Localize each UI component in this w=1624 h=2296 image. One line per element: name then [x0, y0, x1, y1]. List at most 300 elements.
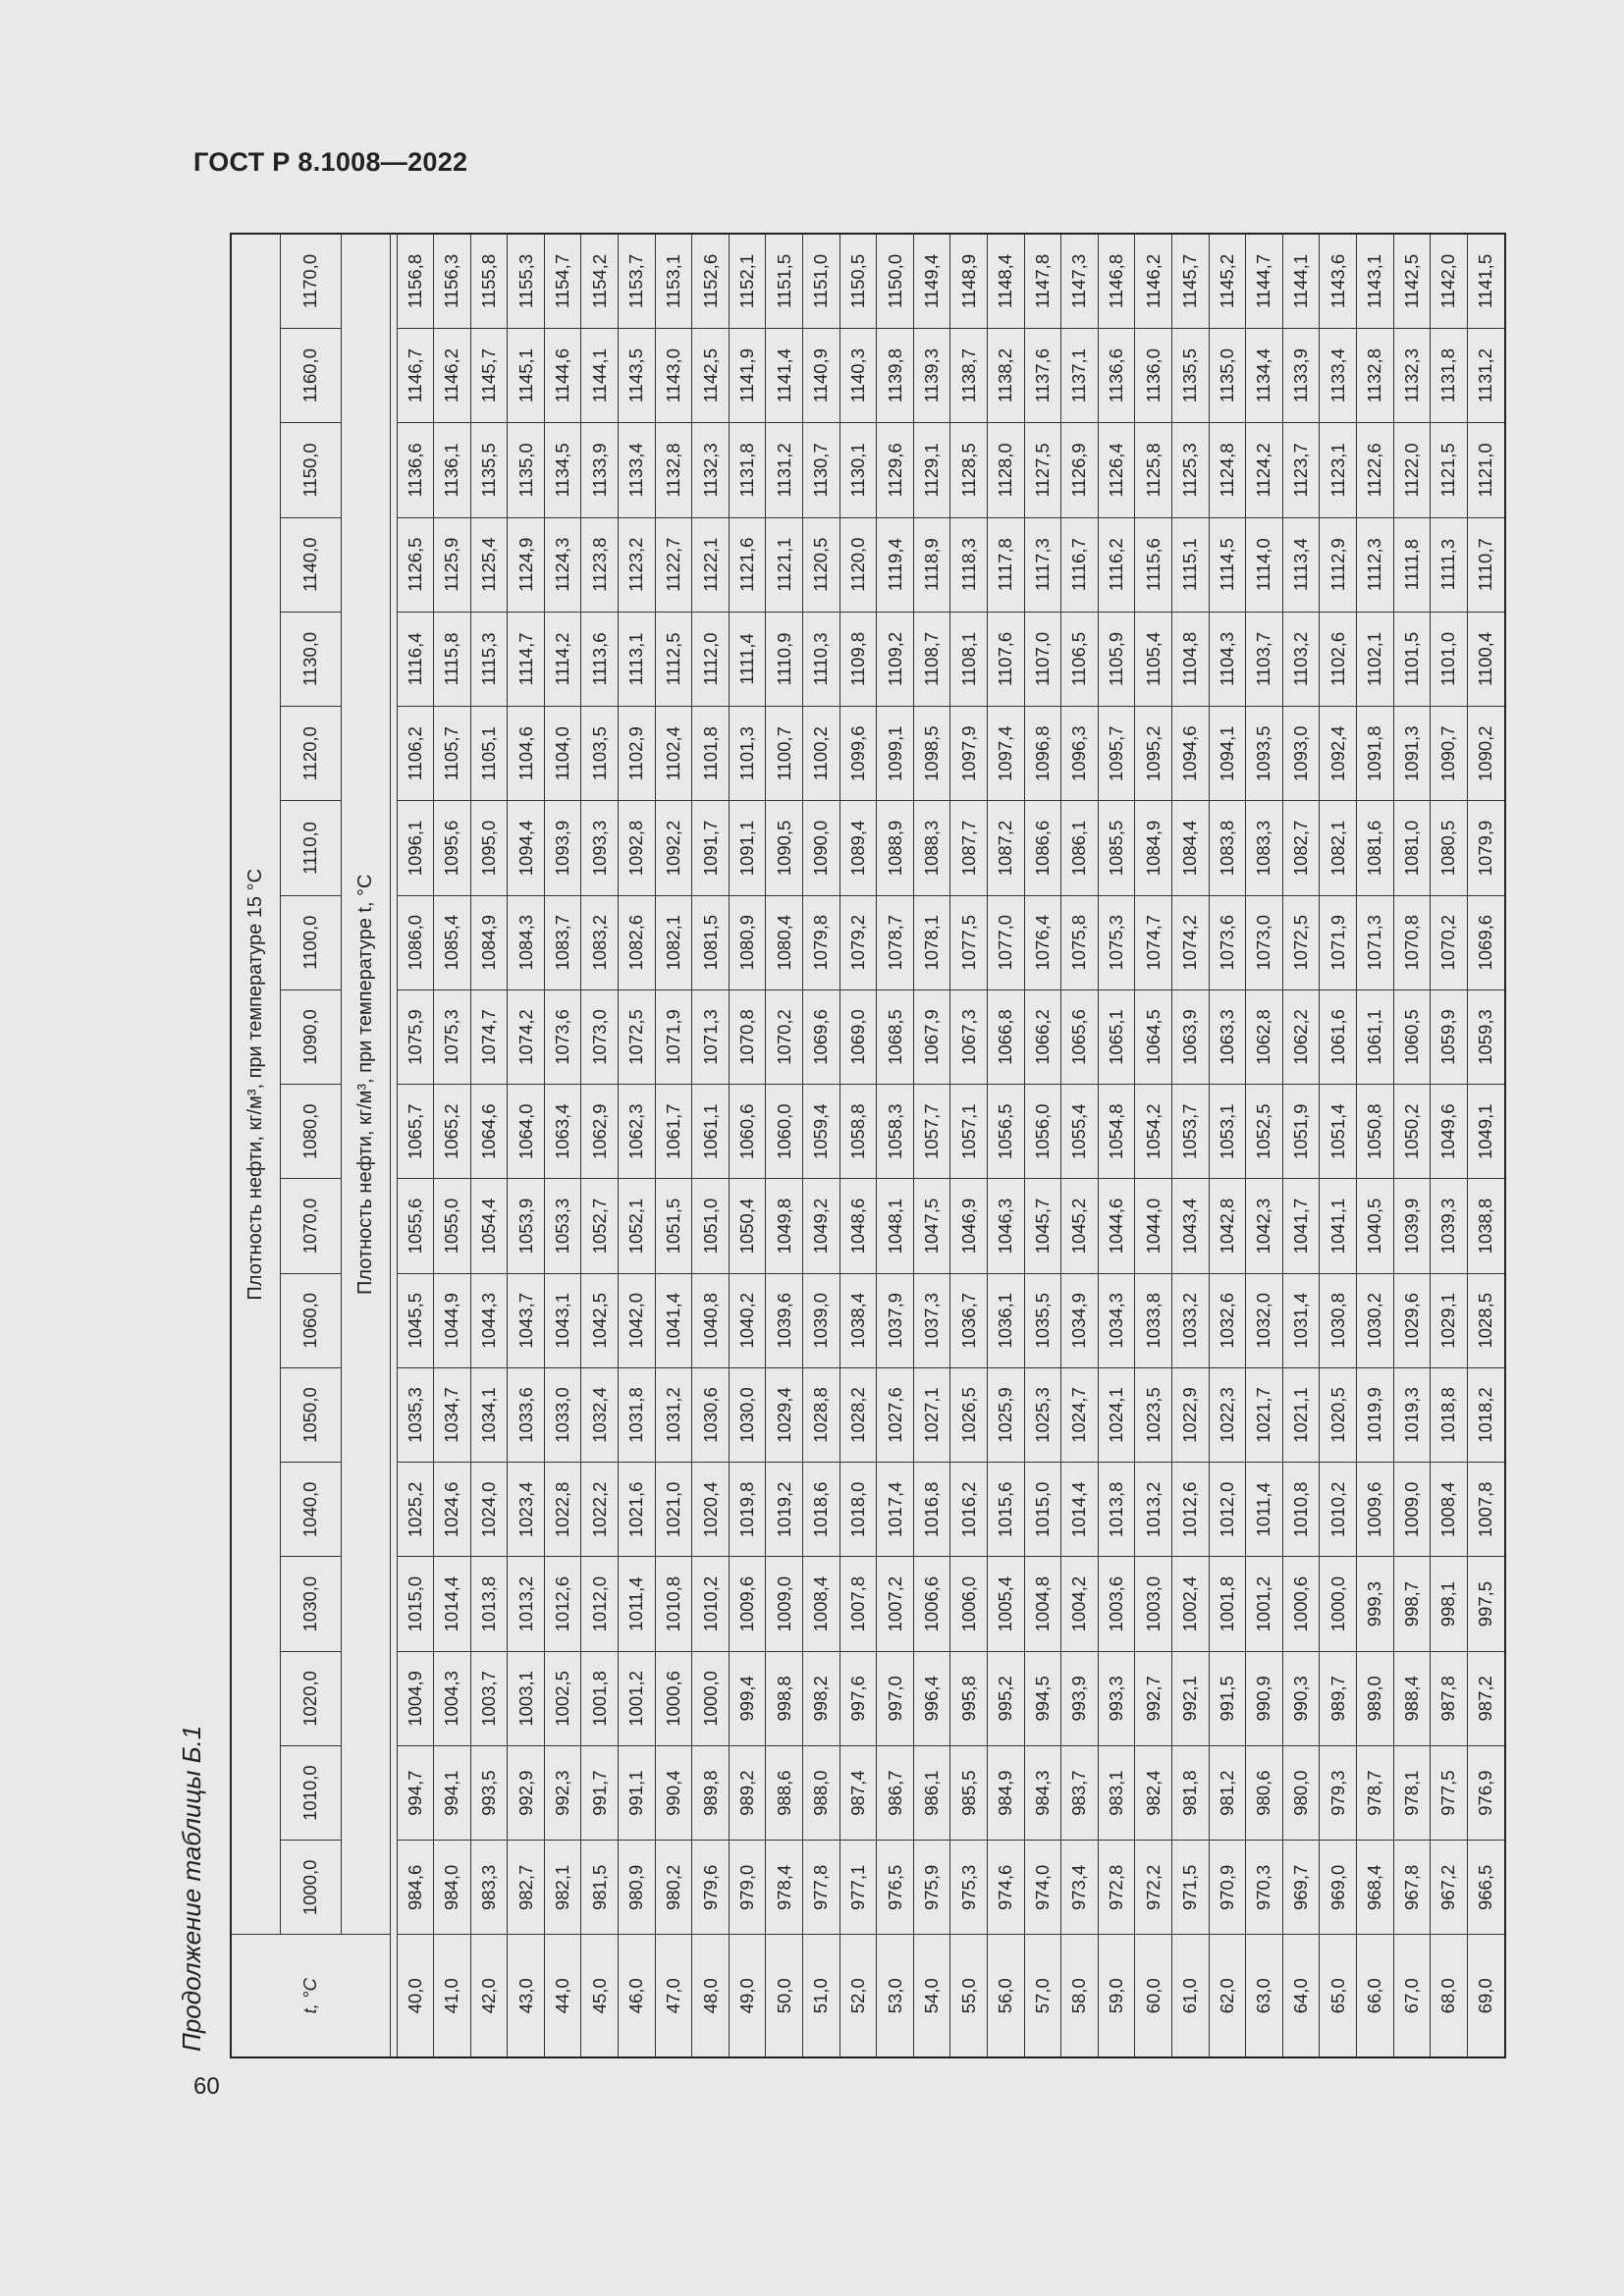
density-cell: 978,1	[1393, 1745, 1431, 1840]
density-cell: 1034,3	[1098, 1273, 1135, 1367]
density-cell: 1060,5	[1393, 989, 1431, 1084]
density-cell: 1030,6	[692, 1367, 730, 1462]
temperature-cell: 66,0	[1356, 1935, 1393, 2057]
density-cell: 1092,4	[1320, 707, 1357, 801]
temperature-header: t, °С	[231, 1935, 390, 2057]
density-cell: 1037,3	[913, 1273, 950, 1367]
density-cell: 1114,0	[1246, 517, 1283, 612]
table-row	[729, 234, 766, 2057]
density-cell: 1041,1	[1320, 1179, 1357, 1273]
density-cell: 1001,2	[619, 1651, 656, 1745]
density-cell: 1128,0	[988, 423, 1025, 517]
density-cell: 1076,4	[1024, 895, 1061, 989]
density-cell: 1113,1	[619, 612, 656, 706]
density-cell: 1110,9	[766, 612, 803, 706]
density-cell: 1122,1	[692, 517, 730, 612]
density-cell: 1039,6	[766, 1273, 803, 1367]
density-cell: 980,9	[619, 1841, 656, 1935]
density-cell: 1102,1	[1356, 612, 1393, 706]
density-cell: 1074,2	[1171, 895, 1209, 989]
density-cell: 1126,9	[1061, 423, 1099, 517]
density-cell: 1029,1	[1431, 1273, 1468, 1367]
density-cell: 1130,7	[803, 423, 840, 517]
temperature-cell: 44,0	[544, 1935, 581, 2057]
density-cell: 1080,9	[729, 895, 766, 989]
density-cell: 972,8	[1098, 1841, 1135, 1935]
density-cell: 992,9	[508, 1745, 545, 1840]
density-cell: 999,4	[729, 1651, 766, 1745]
temperature-cell: 60,0	[1135, 1935, 1172, 2057]
density-cell: 1000,0	[1320, 1557, 1357, 1651]
density-cell: 997,5	[1467, 1557, 1505, 1651]
density-cell: 1108,1	[950, 612, 988, 706]
density-cell: 1105,1	[470, 707, 508, 801]
density-cell: 1100,2	[803, 707, 840, 801]
density-cell: 1121,6	[729, 517, 766, 612]
density-cell: 998,8	[766, 1651, 803, 1745]
density-column-header: 1020,0	[280, 1651, 341, 1745]
density-cell: 1105,7	[434, 707, 471, 801]
density-cell: 1087,7	[950, 801, 988, 895]
density-cell: 1009,0	[1393, 1463, 1431, 1557]
density-cell: 1034,7	[434, 1367, 471, 1462]
density-cell: 1039,3	[1431, 1179, 1468, 1273]
density-cell: 1115,1	[1171, 517, 1209, 612]
density-cell: 984,9	[988, 1745, 1025, 1840]
density-cell: 996,4	[913, 1651, 950, 1745]
table-row	[655, 234, 692, 2057]
density-cell: 1148,4	[988, 234, 1025, 328]
table-row	[950, 234, 988, 2057]
density-cell: 1144,7	[1246, 234, 1283, 328]
density-cell: 1115,8	[434, 612, 471, 706]
density-cell: 1070,8	[729, 989, 766, 1084]
density-cell: 1144,1	[1282, 234, 1320, 328]
density-cell: 1102,4	[655, 707, 692, 801]
temperature-cell: 58,0	[1061, 1935, 1099, 2057]
density-cell: 1123,8	[581, 517, 619, 612]
density-cell: 1062,2	[1282, 989, 1320, 1084]
density-cell: 1040,5	[1356, 1179, 1393, 1273]
density-cell: 1140,9	[803, 328, 840, 422]
density-cell: 1140,3	[839, 328, 877, 422]
density-cell: 991,5	[1209, 1651, 1246, 1745]
density-cell: 1030,8	[1320, 1273, 1357, 1367]
density-cell: 1012,0	[581, 1557, 619, 1651]
density-cell: 1059,3	[1467, 989, 1505, 1084]
density-cell: 1053,3	[544, 1179, 581, 1273]
density-cell: 1042,0	[619, 1273, 656, 1367]
density-cell: 1123,7	[1282, 423, 1320, 517]
density-cell: 1151,5	[766, 234, 803, 328]
density-cell: 994,7	[397, 1745, 434, 1840]
density-cell: 1072,5	[1282, 895, 1320, 989]
density-cell: 998,2	[803, 1651, 840, 1745]
density-cell: 1086,1	[1061, 801, 1099, 895]
density-cell: 1000,6	[1282, 1557, 1320, 1651]
density-cell: 1069,6	[1467, 895, 1505, 989]
density-cell: 1147,8	[1024, 234, 1061, 328]
density-column-header: 1010,0	[280, 1745, 341, 1840]
table-row	[1098, 234, 1135, 2057]
density-cell: 1004,9	[397, 1651, 434, 1745]
density-cell: 983,1	[1098, 1745, 1135, 1840]
density-cell: 1145,7	[470, 328, 508, 422]
density-column-header: 1040,0	[280, 1463, 341, 1557]
density-cell: 1093,3	[581, 801, 619, 895]
density-cell: 1146,2	[1135, 234, 1172, 328]
density-cell: 1028,2	[839, 1367, 877, 1462]
density-cell: 1099,1	[877, 707, 914, 801]
density-cell: 1078,7	[877, 895, 914, 989]
density-cell: 993,5	[470, 1745, 508, 1840]
density-cell: 979,6	[692, 1841, 730, 1935]
density-cell: 1135,0	[1209, 328, 1246, 422]
density-cell: 1040,8	[692, 1273, 730, 1367]
table-row	[1467, 234, 1505, 2057]
density-cell: 1071,9	[655, 989, 692, 1084]
density-cell: 1081,0	[1393, 801, 1431, 895]
density-cell: 1057,7	[913, 1085, 950, 1179]
density-cell: 1068,5	[877, 989, 914, 1084]
density-cell: 1073,0	[581, 989, 619, 1084]
density-cell: 1114,5	[1209, 517, 1246, 612]
density-cell: 1025,3	[1024, 1367, 1061, 1462]
density-cell: 977,8	[803, 1841, 840, 1935]
density-cell: 1095,0	[470, 801, 508, 895]
density-cell: 987,8	[1431, 1651, 1468, 1745]
density-cell: 994,1	[434, 1745, 471, 1840]
density-cell: 1090,2	[1467, 707, 1505, 801]
density-cell: 1136,6	[397, 423, 434, 517]
density-cell: 981,5	[581, 1841, 619, 1935]
density-cell: 1063,3	[1209, 989, 1246, 1084]
density-cell: 1027,1	[913, 1367, 950, 1462]
density-cell: 1038,4	[839, 1273, 877, 1367]
density-cell: 1142,5	[692, 328, 730, 422]
density-cell: 1116,4	[397, 612, 434, 706]
density-cell: 1127,5	[1024, 423, 1061, 517]
density-cell: 1112,3	[1356, 517, 1393, 612]
temperature-cell: 45,0	[581, 1935, 619, 2057]
density-cell: 1048,1	[877, 1179, 914, 1273]
density-cell: 970,9	[1209, 1841, 1246, 1935]
temperature-cell: 62,0	[1209, 1935, 1246, 2057]
density-cell: 1013,8	[1098, 1463, 1135, 1557]
density-cell: 967,8	[1393, 1841, 1431, 1935]
density-cell: 1046,9	[950, 1179, 988, 1273]
density-cell: 1056,0	[1024, 1085, 1061, 1179]
density-cell: 1143,0	[655, 328, 692, 422]
density-column-headers	[280, 234, 341, 2057]
density-cell: 1062,9	[581, 1085, 619, 1179]
density-cell: 1019,9	[1356, 1367, 1393, 1462]
density-cell: 1152,6	[692, 234, 730, 328]
temperature-cell: 52,0	[839, 1935, 877, 2057]
density-cell: 1113,4	[1282, 517, 1320, 612]
table-row	[581, 234, 619, 2057]
density-cell: 1153,7	[619, 234, 656, 328]
density-cell: 1104,8	[1171, 612, 1209, 706]
density-cell: 1041,7	[1282, 1179, 1320, 1273]
density-cell: 1001,2	[1246, 1557, 1283, 1651]
density-cell: 1051,9	[1282, 1085, 1320, 1179]
density-cell: 1042,5	[581, 1273, 619, 1367]
density-cell: 1034,1	[470, 1367, 508, 1462]
density-cell: 1020,5	[1320, 1367, 1357, 1462]
density-cell: 1074,7	[1135, 895, 1172, 989]
density-cell: 1074,2	[508, 989, 545, 1084]
density-cell: 1020,4	[692, 1463, 730, 1557]
density-cell: 1070,2	[1431, 895, 1468, 989]
density-cell: 1033,2	[1171, 1273, 1209, 1367]
density-cell: 1132,3	[1393, 328, 1431, 422]
density-column-header: 1110,0	[280, 801, 341, 895]
density-cell: 966,5	[1467, 1841, 1505, 1935]
temperature-cell: 41,0	[434, 1935, 471, 2057]
density-cell: 1019,2	[766, 1463, 803, 1557]
temperature-cell: 50,0	[766, 1935, 803, 2057]
density-cell: 980,2	[655, 1841, 692, 1935]
density-cell: 1070,8	[1393, 895, 1431, 989]
density-cell: 1137,1	[1061, 328, 1099, 422]
density-column-header: 1060,0	[280, 1273, 341, 1367]
density-cell: 1080,4	[766, 895, 803, 989]
table-row	[544, 234, 581, 2057]
density-cell: 1093,9	[544, 801, 581, 895]
density-cell: 1146,7	[397, 328, 434, 422]
density-cell: 1056,5	[988, 1085, 1025, 1179]
density-cell: 1107,6	[988, 612, 1025, 706]
density-cell: 1075,3	[1098, 895, 1135, 989]
density-cell: 1124,3	[544, 517, 581, 612]
density-cell: 1051,0	[692, 1179, 730, 1273]
density-cell: 1112,0	[692, 612, 730, 706]
density-cell: 1115,6	[1135, 517, 1172, 612]
density-cell: 1016,8	[913, 1463, 950, 1557]
density-cell: 1009,6	[1356, 1463, 1393, 1557]
density-cell: 1064,5	[1135, 989, 1172, 1084]
page-number: 60	[193, 2073, 220, 2100]
density-cell: 1123,2	[619, 517, 656, 612]
density-cell: 1034,9	[1061, 1273, 1099, 1367]
density-cell: 991,7	[581, 1745, 619, 1840]
density-cell: 992,3	[544, 1745, 581, 1840]
density-cell: 969,7	[1282, 1841, 1320, 1935]
density-cell: 1025,9	[988, 1367, 1025, 1462]
density-cell: 1120,0	[839, 517, 877, 612]
density-cell: 1084,9	[470, 895, 508, 989]
table-body	[390, 234, 1505, 2057]
density-cell: 1131,2	[1467, 328, 1505, 422]
density-cell: 1010,2	[1320, 1463, 1357, 1557]
table-row	[508, 234, 545, 2057]
density-cell: 1136,1	[434, 423, 471, 517]
density-cell: 1011,4	[1246, 1463, 1283, 1557]
density-cell: 975,9	[913, 1841, 950, 1935]
density-cell: 1033,6	[508, 1367, 545, 1462]
density-cell: 1045,7	[1024, 1179, 1061, 1273]
density-cell: 1061,1	[692, 1085, 730, 1179]
table-row	[1356, 234, 1393, 2057]
density-cell: 1009,6	[729, 1557, 766, 1651]
density-cell: 1038,8	[1467, 1179, 1505, 1273]
density-cell: 1053,7	[1171, 1085, 1209, 1179]
density-cell: 1077,0	[988, 895, 1025, 989]
density-cell: 1135,5	[1171, 328, 1209, 422]
density-cell: 1100,7	[766, 707, 803, 801]
density-cell: 1033,8	[1135, 1273, 1172, 1367]
density-cell: 1112,5	[655, 612, 692, 706]
table-row	[913, 234, 950, 2057]
density-cell: 997,0	[877, 1651, 914, 1745]
density-cell: 967,2	[1431, 1841, 1468, 1935]
density-cell: 1046,3	[988, 1179, 1025, 1273]
density-cell: 1003,0	[1135, 1557, 1172, 1651]
density-cell: 1114,7	[508, 612, 545, 706]
density-cell: 1128,5	[950, 423, 988, 517]
density-cell: 987,2	[1467, 1651, 1505, 1745]
density-cell: 1049,2	[803, 1179, 840, 1273]
density-cell: 1150,0	[877, 234, 914, 328]
density-cell: 1099,6	[839, 707, 877, 801]
table-row	[766, 234, 803, 2057]
density-cell: 994,5	[1024, 1651, 1061, 1745]
temperature-cell: 48,0	[692, 1935, 730, 2057]
density-cell: 983,7	[1061, 1745, 1099, 1840]
density-cell: 1058,8	[839, 1085, 877, 1179]
density-cell: 1061,7	[655, 1085, 692, 1179]
density-cell: 1078,1	[913, 895, 950, 989]
density-cell: 1088,3	[913, 801, 950, 895]
density-cell: 1022,8	[544, 1463, 581, 1557]
density-cell: 1018,8	[1431, 1367, 1468, 1462]
density-cell: 982,7	[508, 1841, 545, 1935]
density-cell: 1015,6	[988, 1463, 1025, 1557]
density-cell: 1133,9	[581, 423, 619, 517]
density-cell: 976,5	[877, 1841, 914, 1935]
density-cell: 1012,6	[544, 1557, 581, 1651]
density-cell: 1083,2	[581, 895, 619, 989]
density-cell: 1022,2	[581, 1463, 619, 1557]
density-cell: 1009,0	[766, 1557, 803, 1651]
density-cell: 1015,0	[397, 1557, 434, 1651]
density-cell: 1084,3	[508, 895, 545, 989]
density-cell: 997,6	[839, 1651, 877, 1745]
density-cell: 1021,0	[655, 1463, 692, 1557]
density-cell: 1041,4	[655, 1273, 692, 1367]
density-cell: 1057,1	[950, 1085, 988, 1179]
density-cell: 1026,5	[950, 1367, 988, 1462]
density-cell: 1110,3	[803, 612, 840, 706]
density-cell: 1050,2	[1393, 1085, 1431, 1179]
table-row	[470, 234, 508, 2057]
density-cell: 1044,6	[1098, 1179, 1135, 1273]
density-cell: 1139,8	[877, 328, 914, 422]
density-column-header: 1170,0	[280, 234, 341, 328]
density-cell: 1049,8	[766, 1179, 803, 1273]
density-cell: 1102,6	[1320, 612, 1357, 706]
table-row	[1246, 234, 1283, 2057]
table-row	[988, 234, 1025, 2057]
density-cell: 1133,4	[619, 423, 656, 517]
density-cell: 1062,8	[1246, 989, 1283, 1084]
density-cell: 1121,5	[1431, 423, 1468, 517]
density-cell: 1071,3	[1356, 895, 1393, 989]
temperature-cell: 42,0	[470, 1935, 508, 2057]
density-cell: 1125,3	[1171, 423, 1209, 517]
density-cell: 1091,1	[729, 801, 766, 895]
density-cell: 1138,2	[988, 328, 1025, 422]
density-cell: 981,8	[1171, 1745, 1209, 1840]
density-cell: 1049,1	[1467, 1085, 1505, 1179]
density-column-header: 1100,0	[280, 895, 341, 989]
table-row	[1209, 234, 1246, 2057]
density-cell: 1086,0	[397, 895, 434, 989]
density-cell: 1111,8	[1393, 517, 1431, 612]
density-cell: 1087,2	[988, 801, 1025, 895]
density-cell: 978,7	[1356, 1745, 1393, 1840]
density-cell: 990,3	[1282, 1651, 1320, 1745]
table-caption: Продолжение таблицы Б.1	[177, 1725, 206, 2052]
density-cell: 1109,2	[877, 612, 914, 706]
density-cell: 989,8	[692, 1745, 730, 1840]
density-cell: 1105,9	[1098, 612, 1135, 706]
density-cell: 986,7	[877, 1745, 914, 1840]
density-cell: 974,6	[988, 1841, 1025, 1935]
density-cell: 1156,8	[397, 234, 434, 328]
table-row	[1135, 234, 1172, 2057]
density-cell: 1066,8	[988, 989, 1025, 1084]
density-cell: 1129,6	[877, 423, 914, 517]
density-cell: 1090,5	[766, 801, 803, 895]
temperature-cell: 40,0	[397, 1935, 434, 2057]
density-cell: 1085,5	[1098, 801, 1135, 895]
density-cell: 1052,5	[1246, 1085, 1283, 1179]
density-cell: 1118,3	[950, 517, 988, 612]
density-cell: 1075,9	[397, 989, 434, 1084]
density-cell: 1005,4	[988, 1557, 1025, 1651]
density-cell: 1060,6	[729, 1085, 766, 1179]
density-cell: 1101,8	[692, 707, 730, 801]
density-cell: 1067,9	[913, 989, 950, 1084]
density-cell: 1004,8	[1024, 1557, 1061, 1651]
density-cell: 1091,7	[692, 801, 730, 895]
density-cell: 983,3	[470, 1841, 508, 1935]
density-cell: 1148,9	[950, 234, 988, 328]
density-column-header: 1030,0	[280, 1557, 341, 1651]
density-cell: 1006,6	[913, 1557, 950, 1651]
density-cell: 1139,3	[913, 328, 950, 422]
density-cell: 1095,6	[434, 801, 471, 895]
density-cell: 969,0	[1320, 1841, 1357, 1935]
density-cell: 1080,5	[1431, 801, 1468, 895]
temperature-cell: 53,0	[877, 1935, 914, 2057]
density-cell: 982,4	[1135, 1745, 1172, 1840]
density-cell: 1061,1	[1356, 989, 1393, 1084]
density-column-header: 1160,0	[280, 328, 341, 422]
density-cell: 1082,1	[1320, 801, 1357, 895]
density-cell: 980,6	[1246, 1745, 1283, 1840]
density-cell: 1053,9	[508, 1179, 545, 1273]
density-cell: 1146,2	[434, 328, 471, 422]
density-cell: 1154,2	[581, 234, 619, 328]
density-cell: 1051,5	[655, 1179, 692, 1273]
density-cell: 1039,9	[1393, 1179, 1431, 1273]
temperature-cell: 57,0	[1024, 1935, 1061, 2057]
temperature-cell: 47,0	[655, 1935, 692, 2057]
density-cell: 1064,0	[508, 1085, 545, 1179]
